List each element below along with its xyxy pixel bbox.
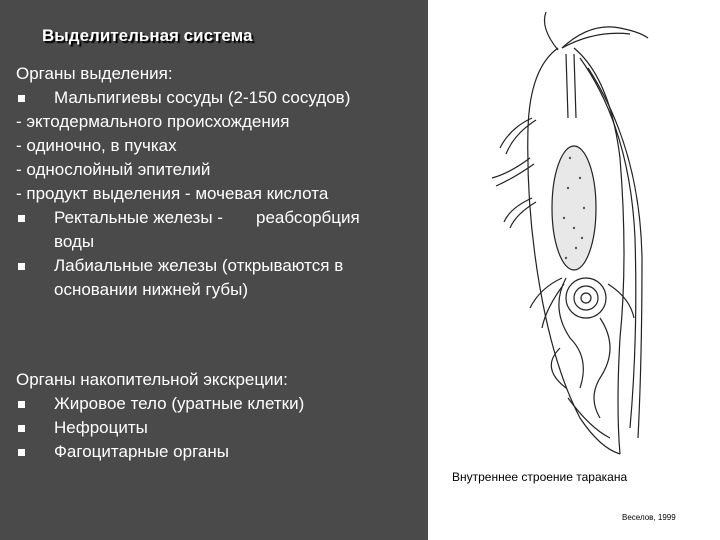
bullet-square-icon (16, 440, 54, 464)
list-item: - одиночно, в пучках (16, 136, 177, 155)
section-excretory-organs (16, 62, 424, 302)
list-item-text: воды (54, 232, 95, 251)
bullet-square-icon (16, 86, 54, 110)
list-item: - однослойный эпителий (16, 160, 211, 179)
bullet-square-icon (16, 206, 54, 230)
list-item-text: основании нижней губы) (54, 280, 249, 299)
list-item: - продукт выделения - мочевая кислота (16, 184, 329, 203)
list-item (16, 440, 424, 464)
list-item (16, 86, 424, 110)
list-item (16, 254, 424, 302)
section-heading: Органы накопительной экскреции: (16, 370, 288, 389)
slide-title: Выделительная система (42, 26, 253, 45)
bullet-square-icon (16, 254, 54, 278)
bullet-square-icon (16, 392, 54, 416)
section-heading: Органы выделения: (16, 64, 173, 83)
list-item-text: Жировое тело (уратные клетки) (54, 394, 305, 413)
figure-credit: Веселов, 1999 (622, 513, 676, 522)
list-item-text: Нефроциты (54, 418, 148, 437)
list-item (16, 416, 424, 440)
list-item-text: Фагоцитарные органы (54, 442, 229, 461)
list-item (16, 206, 424, 254)
list-item: - эктодермального происхождения (16, 112, 290, 131)
list-item-text: Лабиальные железы (открываются в (54, 256, 344, 275)
section-storage-excretion (16, 368, 424, 464)
figure-caption: Внутреннее строение таракана (452, 470, 628, 484)
bullet-square-icon (16, 416, 54, 440)
list-item-text: Ректальные железы - реабсорбция (54, 208, 360, 227)
cockroach-anatomy-illustration (470, 8, 670, 460)
list-item (16, 392, 424, 416)
list-item-text: Мальпигиевы сосуды (2-150 сосудов) (54, 88, 351, 107)
